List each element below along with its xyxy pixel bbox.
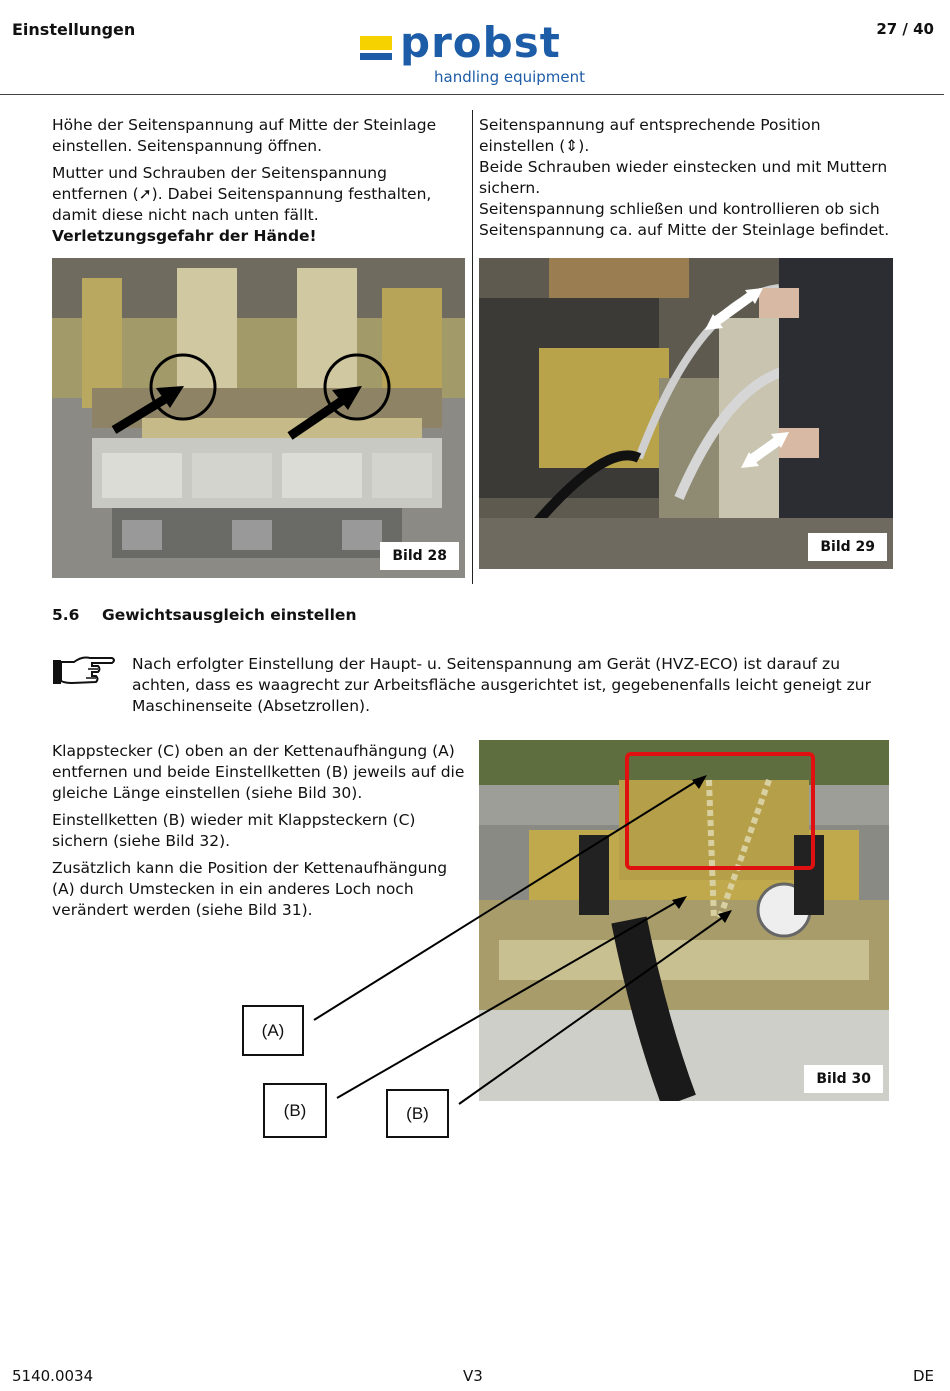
figure-caption: Bild 30 <box>804 1065 883 1093</box>
right-paragraph-1: Seitenspannung auf entsprechende Position einstellen (⇕). <box>479 116 821 155</box>
logo-tagline: handling equipment <box>434 68 586 86</box>
section-number: 5.6 <box>52 606 80 624</box>
callout-label-b1: (B) <box>263 1083 327 1138</box>
footer-doc-number: 5140.0034 <box>12 1367 94 1385</box>
figure-caption: Bild 29 <box>808 533 887 561</box>
lower-paragraph-3: Zusätzlich kann die Position der Kettenaufhängung (A) durch Umstecken in ein anderes Loch noch verändert werden (siehe Bild 31). <box>52 859 448 919</box>
lower-paragraph-1: Klappstecker (C) oben an der Kettenaufhängung (A) entfernen und beide Einstellketten (B) jeweils auf die gleiche Länge einstellen (siehe Bild 30). <box>52 742 465 802</box>
header-section-title: Einstellungen <box>12 20 136 39</box>
logo-brand: probst <box>400 18 561 67</box>
leader-line-a <box>314 779 700 1020</box>
leader-arrowhead-b2 <box>718 910 732 923</box>
callout-label-a: (A) <box>242 1005 304 1056</box>
callout-label-b2: (B) <box>386 1089 449 1138</box>
footer-language: DE <box>912 1367 934 1385</box>
footer-version: V3 <box>463 1367 483 1385</box>
figure-caption: Bild 28 <box>380 542 459 570</box>
left-paragraph-1: Höhe der Seitenspannung auf Mitte der Steinlage einstellen. Seitenspannung öffnen. <box>52 116 437 155</box>
warning-text: Verletzungsgefahr der Hände! <box>52 227 317 245</box>
leader-line-b2 <box>459 915 726 1104</box>
left-paragraph-2: Mutter und Schrauben der Seitenspannung entfernen (➚). Dabei Seitenspannung festhalten, damit diese nicht nach unten fällt. <box>52 164 432 224</box>
note-paragraph: Nach erfolgter Einstellung der Haupt- u. Seitenspannung am Gerät (HVZ-ECO) ist darauf zu achten, dass es waagrecht zur Arbeitsfläche ausgerichtet ist, gegebenenfalls leicht geneigt zur Maschinenseite (Absetzrollen). <box>132 655 871 715</box>
leader-arrowhead-a <box>692 775 707 789</box>
right-paragraph-2: Beide Schrauben wieder einstecken und mit Muttern sichern. <box>479 158 888 197</box>
page-number: 27 / 40 <box>876 20 934 38</box>
right-paragraph-3: Seitenspannung schließen und kontrollieren ob sich Seitenspannung ca. auf Mitte der Steinlage befindet. <box>479 200 890 239</box>
lower-paragraph-2: Einstellketten (B) wieder mit Klappsteckern (C) sichern (siehe Bild 32). <box>52 811 416 850</box>
leader-arrowhead-b1 <box>672 896 687 909</box>
section-title: Gewichtsausgleich einstellen <box>102 606 357 624</box>
